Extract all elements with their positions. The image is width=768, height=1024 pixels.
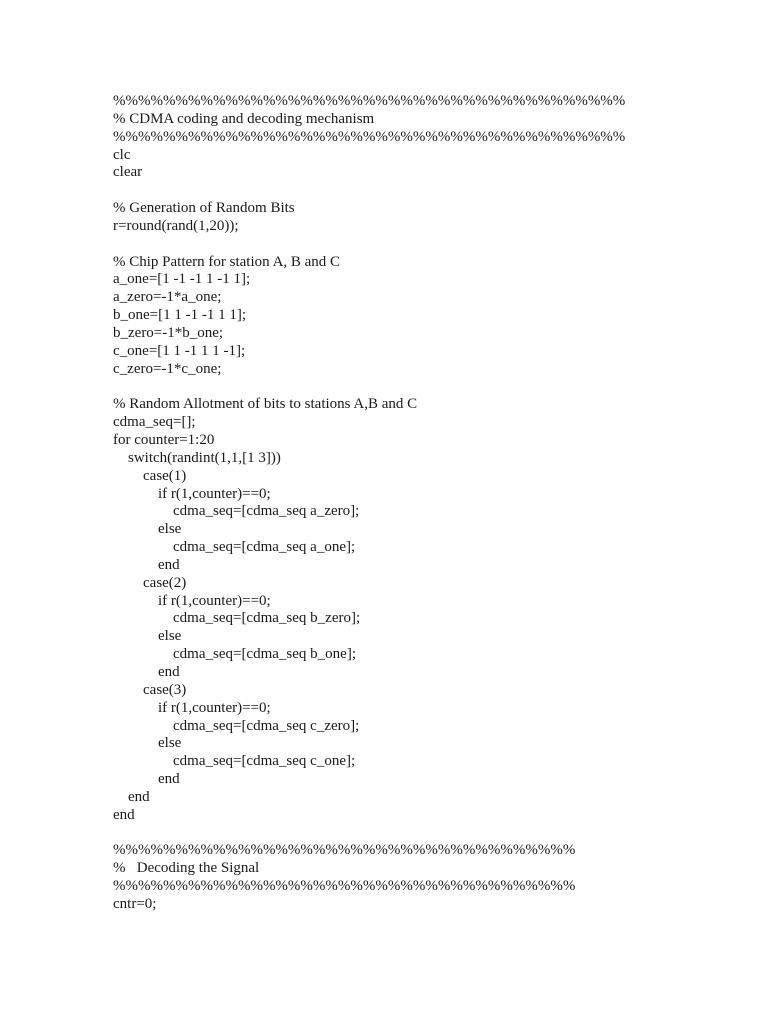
code-line bbox=[113, 182, 733, 200]
code-line: cdma_seq=[]; bbox=[113, 414, 196, 431]
code-line: cdma_seq=[cdma_seq c_zero]; bbox=[113, 717, 360, 734]
code-line: cdma_seq=[cdma_seq b_zero]; bbox=[113, 610, 361, 627]
code-line: cdma_seq=[cdma_seq c_one]; bbox=[113, 753, 356, 770]
code-line: cntr=0; bbox=[113, 895, 157, 912]
code-line: else bbox=[113, 735, 182, 752]
code-line: % CDMA coding and decoding mechanism bbox=[113, 110, 375, 127]
code-line: for counter=1:20 bbox=[113, 432, 215, 449]
code-line: if r(1,counter)==0; bbox=[113, 592, 271, 609]
code-line: case(2) bbox=[113, 574, 187, 591]
code-line: % Chip Pattern for station A, B and C bbox=[113, 253, 341, 270]
code-line: case(1) bbox=[113, 467, 187, 484]
code-line: switch(randint(1,1,[1 3])) bbox=[113, 449, 281, 466]
code-line: end bbox=[113, 771, 180, 788]
code-line: else bbox=[113, 521, 182, 538]
code-line: %%%%%%%%%%%%%%%%%%%%%%%%%%%%%%%%%%%%% bbox=[113, 842, 576, 859]
code-line bbox=[113, 236, 733, 254]
code-line: % Decoding the Signal bbox=[113, 860, 260, 877]
code-line: r=round(rand(1,20)); bbox=[113, 217, 239, 234]
code-line: end bbox=[113, 806, 135, 823]
code-line: end bbox=[113, 664, 180, 680]
code-line: clc bbox=[113, 146, 131, 163]
code-line bbox=[113, 825, 733, 843]
code-line bbox=[113, 379, 733, 397]
code-line: a_one=[1 -1 -1 1 -1 1]; bbox=[113, 271, 251, 288]
code-block bbox=[113, 93, 733, 914]
code-line: end bbox=[113, 788, 150, 805]
code-line: % Random Allotment of bits to stations A,B and C bbox=[113, 396, 418, 413]
code-line: % Generation of Random Bits bbox=[113, 200, 295, 217]
code-line: else bbox=[113, 628, 182, 645]
code-line: c_zero=-1*c_one; bbox=[113, 360, 222, 377]
code-line: c_one=[1 1 -1 1 1 -1]; bbox=[113, 342, 246, 359]
code-line: b_one=[1 1 -1 -1 1 1]; bbox=[113, 307, 247, 324]
code-line: if r(1,counter)==0; bbox=[113, 485, 271, 502]
code-line: a_zero=-1*a_one; bbox=[113, 289, 222, 306]
code-line: cdma_seq=[cdma_seq a_one]; bbox=[113, 539, 356, 556]
code-line: cdma_seq=[cdma_seq b_one]; bbox=[113, 646, 356, 663]
code-line: %%%%%%%%%%%%%%%%%%%%%%%%%%%%%%%%%%%%%%%%% bbox=[113, 128, 626, 145]
code-line: %%%%%%%%%%%%%%%%%%%%%%%%%%%%%%%%%%%%%%%%% bbox=[113, 93, 626, 109]
code-line: clear bbox=[113, 164, 143, 181]
code-line: case(3) bbox=[113, 681, 187, 698]
code-line: end bbox=[113, 556, 180, 573]
code-line: %%%%%%%%%%%%%%%%%%%%%%%%%%%%%%%%%%%%% bbox=[113, 878, 576, 895]
code-line: if r(1,counter)==0; bbox=[113, 699, 271, 716]
code-line: cdma_seq=[cdma_seq a_zero]; bbox=[113, 503, 360, 520]
code-line: b_zero=-1*b_one; bbox=[113, 324, 224, 341]
